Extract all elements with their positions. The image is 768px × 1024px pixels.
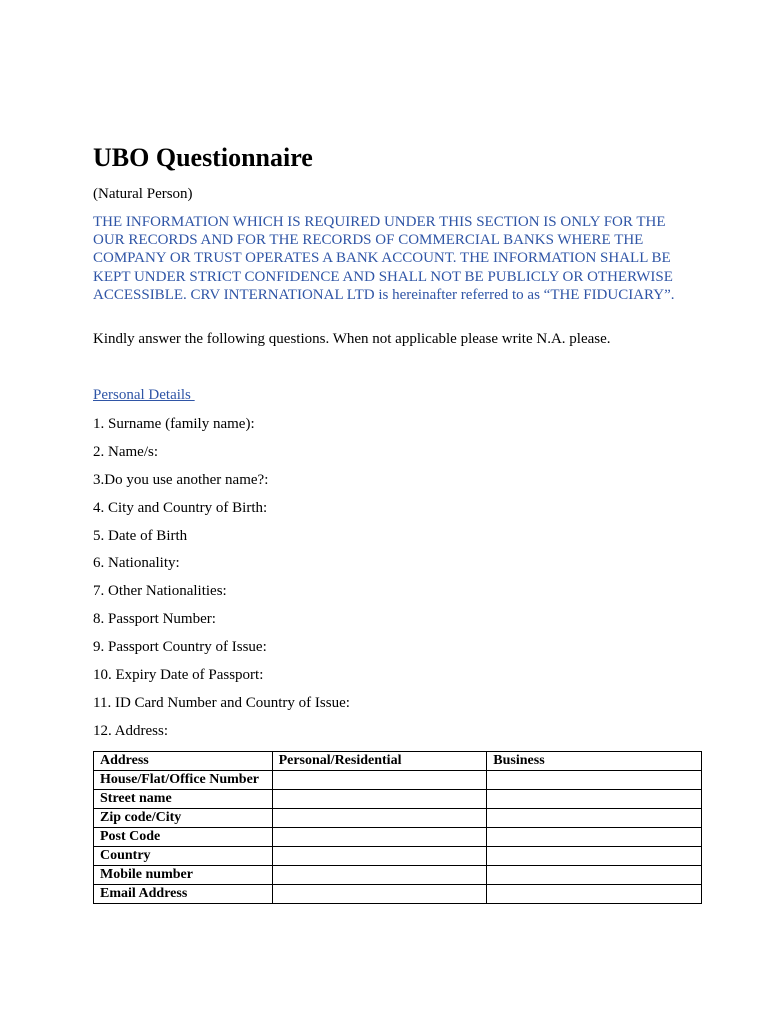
question-list: [93, 415, 350, 750]
question-surname: 1. Surname (family name):: [93, 416, 255, 432]
personal-details-link[interactable]: Personal Details: [93, 387, 195, 403]
business-zip-city-cell[interactable]: [487, 809, 702, 828]
column-header-personal: Personal/Residential: [272, 752, 487, 771]
table-row: [94, 771, 702, 790]
row-label-email: Email Address: [94, 885, 273, 904]
row-label-zip-city: Zip code/City: [94, 809, 273, 828]
question-names: 2. Name/s:: [93, 443, 158, 460]
question-birth-place: 4. City and Country of Birth:: [93, 499, 268, 516]
question-passport-country: 9. Passport Country of Issue:: [93, 639, 267, 656]
table-row: [94, 866, 702, 885]
question-nationality: 6. Nationality:: [93, 555, 180, 572]
table-row: [94, 828, 702, 847]
row-label-house-number: House/Flat/Office Number: [94, 771, 273, 790]
business-post-code-cell[interactable]: [487, 828, 702, 847]
row-label-post-code: Post Code: [94, 828, 273, 847]
question-date-of-birth: 5. Date of Birth: [93, 527, 188, 544]
row-label-mobile: Mobile number: [94, 866, 273, 885]
page-title: UBO Questionnaire: [93, 143, 313, 172]
personal-house-number-cell[interactable]: [272, 771, 487, 790]
instructions-text: Kindly answer the following questions. When not applicable please write N.A. please.: [93, 331, 611, 347]
business-email-cell[interactable]: [487, 885, 702, 904]
address-table: [93, 751, 702, 904]
row-label-country: Country: [94, 847, 273, 866]
question-id-card: 11. ID Card Number and Country of Issue:: [93, 694, 350, 711]
business-mobile-cell[interactable]: [487, 866, 702, 885]
table-row: [94, 809, 702, 828]
question-address: 12. Address:: [93, 722, 168, 739]
personal-mobile-cell[interactable]: [272, 866, 487, 885]
table-row: [94, 790, 702, 809]
table-header-row: [94, 752, 702, 771]
question-passport-expiry: 10. Expiry Date of Passport:: [93, 667, 264, 684]
confidentiality-notice: THE INFORMATION WHICH IS REQUIRED UNDER THIS SECTION IS ONLY FOR THE OUR RECORDS AND FOR THE RECORDS OF COMMERCIAL BANKS WHERE THE COMPANY OR TRUST OPERATES A BANK ACCOUNT. THE INFORMATION SHALL BE KEPT UNDER STRICT CONFIDENCE AND SHALL NOT BE PUBLICLY OR OTHERWISE ACCESSIBLE. CRV INTERNATIONAL LTD is hereinafter referred to as “THE FIDUCIARY”.: [93, 214, 675, 303]
question-passport-number: 8. Passport Number:: [93, 611, 216, 628]
question-other-nationalities: 7. Other Nationalities:: [93, 583, 227, 600]
business-house-number-cell[interactable]: [487, 771, 702, 790]
question-other-name: 3.Do you use another name?:: [93, 471, 269, 488]
personal-country-cell[interactable]: [272, 847, 487, 866]
row-label-street: Street name: [94, 790, 273, 809]
page-subtitle: (Natural Person): [93, 186, 193, 202]
personal-street-cell[interactable]: [272, 790, 487, 809]
table-row: [94, 885, 702, 904]
column-header-address: Address: [94, 752, 273, 771]
column-header-business: Business: [487, 752, 702, 771]
personal-email-cell[interactable]: [272, 885, 487, 904]
personal-post-code-cell[interactable]: [272, 828, 487, 847]
business-country-cell[interactable]: [487, 847, 702, 866]
business-street-cell[interactable]: [487, 790, 702, 809]
table-row: [94, 847, 702, 866]
personal-zip-city-cell[interactable]: [272, 809, 487, 828]
